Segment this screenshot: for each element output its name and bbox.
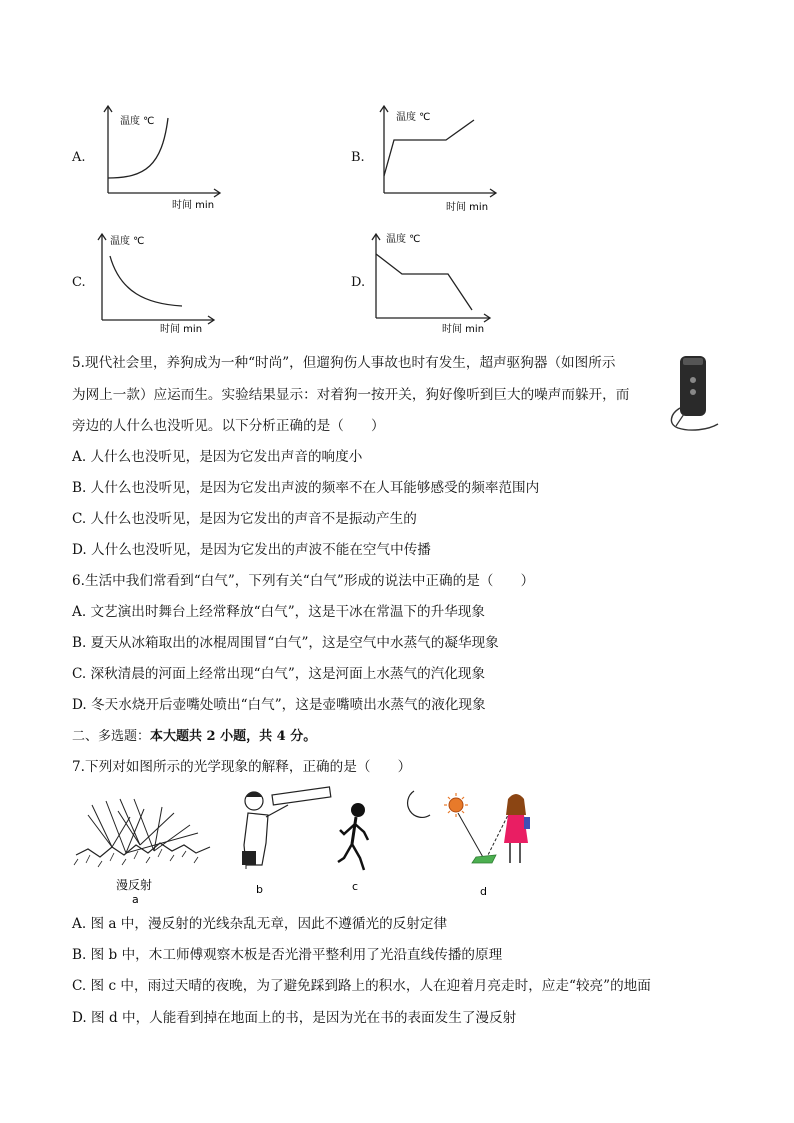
graph-a-curve [108, 118, 168, 178]
graph-d-curve [376, 254, 472, 310]
q7-option-c: C. 图 c 中，雨过天晴的夜晚，为了避免踩到路上的积水，人在迎着月亮走时，应走“较亮”的地面 [72, 978, 651, 994]
sun-icon [444, 793, 468, 817]
figure-b-label: b [256, 883, 263, 896]
graph-a-xlabel: 时间 min [172, 200, 215, 211]
figure-c-label: c [352, 880, 359, 893]
figure-a-caption: 漫反射 [116, 878, 153, 892]
q5-stem-line2: 为网上一款）应运而生。实验结果显示：对着狗一按开关，狗好像听到巨大的噪声而躲开，而 [72, 387, 630, 403]
option-c-label: C. [72, 275, 86, 290]
section-2-title: 二、多选题： [72, 729, 151, 744]
graph-a [90, 98, 230, 213]
dog-repeller-icon [664, 352, 724, 434]
figure-a-diffuse-reflection [70, 795, 220, 905]
graph-b-xlabel: 时间 min [446, 202, 489, 213]
q7-option-b: B. 图 b 中，木工师傅观察木板是否光滑平整利用了光沿直线传播的原理 [72, 947, 503, 963]
graph-c [86, 226, 226, 338]
option-d-label: D. [351, 275, 366, 290]
figure-c-walking-person [334, 800, 374, 895]
figure-a-label: a [132, 893, 139, 905]
figure-d-label: d [480, 885, 487, 898]
q7-option-d: D. 图 d 中，人能看到掉在地面上的书，是因为光在书的表面发生了漫反射 [72, 1010, 517, 1026]
graph-d [362, 226, 502, 338]
graph-d-xlabel: 时间 min [442, 324, 485, 335]
q5-option-d: D. 人什么也没听见，是因为它发出的声波不能在空气中传播 [72, 542, 431, 558]
q5-stem-line1: 5.现代社会里，养狗成为一种“时尚”，但遛狗伤人事故也时有发生，超声驱狗器（如图所示 [72, 355, 616, 371]
graph-b-curve [384, 120, 474, 176]
q6-option-c: C. 深秋清晨的河面上经常出现“白气”，这是河面上水蒸气的汽化现象 [72, 666, 486, 682]
q7-option-a: A. 图 a 中，漫反射的光线杂乱无章，因此不遵循光的反射定律 [72, 916, 448, 932]
q5-stem-line3: 旁边的人什么也没听见。以下分析正确的是（ ） [72, 418, 385, 434]
graph-b-ylabel: 温度 ℃ [396, 112, 431, 123]
graph-a-ylabel: 温度 ℃ [120, 116, 155, 127]
graph-b [366, 98, 506, 213]
option-b-label: B. [351, 150, 365, 165]
q6-stem: 6.生活中我们常看到“白气”，下列有关“白气”形成的说法中正确的是（ ） [72, 573, 535, 589]
q6-option-a: A. 文艺演出时舞台上经常释放“白气”，这是干冰在常温下的升华现象 [72, 604, 485, 620]
q5-option-c: C. 人什么也没听见，是因为它发出的声音不是振动产生的 [72, 511, 417, 527]
option-a-label: A. [72, 150, 86, 165]
figure-d-girl-and-book [400, 785, 550, 900]
section-2-heading [72, 728, 316, 746]
graph-d-ylabel: 温度 ℃ [386, 234, 421, 245]
q5-option-b: B. 人什么也没听见，是因为它发出声波的频率不在人耳能够感受的频率范围内 [72, 480, 540, 496]
graph-c-ylabel: 温度 ℃ [110, 236, 145, 247]
q6-option-b: B. 夏天从冰箱取出的冰棍周围冒“白气”，这是空气中水蒸气的凝华现象 [72, 635, 499, 651]
figure-b-carpenter [232, 785, 332, 897]
q5-option-a: A. 人什么也没听见，是因为它发出声音的响度小 [72, 449, 363, 465]
moon-icon [408, 791, 430, 817]
q7-stem: 7.下列对如图所示的光学现象的解释，正确的是（ ） [72, 759, 412, 775]
graph-c-curve [110, 256, 182, 306]
q6-option-d: D. 冬天水烧开后壶嘴处喷出“白气”，这是壶嘴喷出水蒸气的液化现象 [72, 697, 486, 713]
graph-c-xlabel: 时间 min [160, 324, 203, 335]
section-2-desc: 本大题共 2 小题，共 4 分。 [150, 729, 317, 744]
